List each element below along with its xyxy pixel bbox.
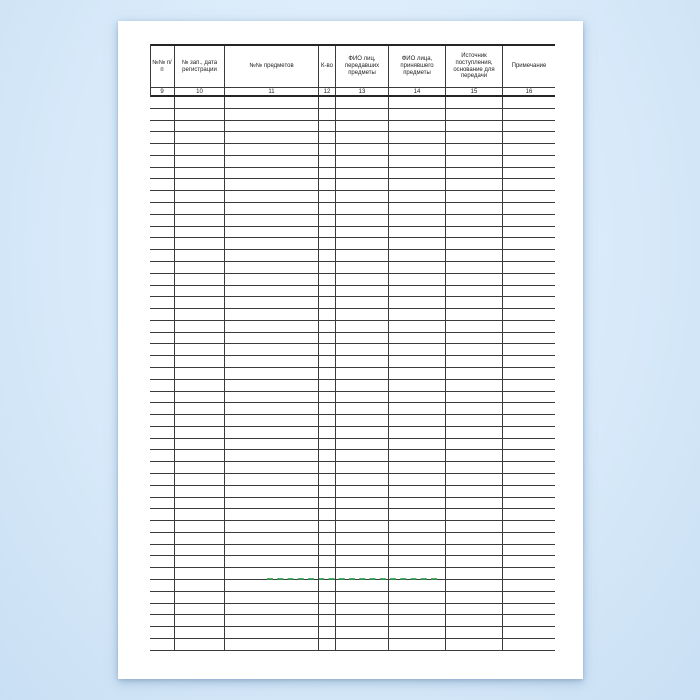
column-divider	[335, 97, 336, 651]
column-header-12: К-во	[318, 46, 335, 87]
column-header-11: №№ предметов	[224, 46, 318, 87]
table-row	[150, 392, 555, 404]
table-row	[150, 274, 555, 286]
column-number-12: 12	[318, 88, 335, 95]
table-row	[150, 486, 555, 498]
table-row	[150, 639, 555, 651]
table-row	[150, 439, 555, 451]
table-row	[150, 356, 555, 368]
table-row	[150, 368, 555, 380]
table-row	[150, 403, 555, 415]
table-row	[150, 203, 555, 215]
header-left-border	[150, 44, 151, 97]
registration-table	[150, 44, 555, 651]
table-row	[150, 156, 555, 168]
table-row	[150, 604, 555, 616]
column-divider	[502, 97, 503, 651]
table-header-row	[150, 44, 555, 88]
table-body	[150, 97, 555, 651]
table-row	[150, 227, 555, 239]
table-row	[150, 262, 555, 274]
column-number-15: 15	[445, 88, 502, 95]
table-row	[150, 450, 555, 462]
table-row	[150, 132, 555, 144]
table-row	[150, 168, 555, 180]
table-row	[150, 179, 555, 191]
table-row	[150, 533, 555, 545]
table-row	[150, 309, 555, 321]
table-row	[150, 380, 555, 392]
column-header-16: Примечание	[502, 46, 555, 87]
table-row	[150, 238, 555, 250]
column-header-10: № зап., дата регистрации	[174, 46, 224, 87]
table-row	[150, 121, 555, 133]
column-number-14: 14	[388, 88, 445, 95]
column-number-11: 11	[224, 88, 318, 95]
column-divider	[388, 97, 389, 651]
column-divider	[174, 97, 175, 651]
table-row	[150, 109, 555, 121]
table-row	[150, 215, 555, 227]
table-row	[150, 144, 555, 156]
column-divider	[445, 97, 446, 651]
column-number-16: 16	[502, 88, 555, 95]
column-number-13: 13	[335, 88, 388, 95]
table-row	[150, 580, 555, 592]
table-row	[150, 191, 555, 203]
column-header-9: №№ п/п	[152, 59, 172, 73]
table-row	[150, 498, 555, 510]
column-number-10: 10	[174, 88, 224, 95]
table-row	[150, 615, 555, 627]
column-header-15: Источник поступления, основание для передачи	[445, 46, 502, 87]
table-row	[150, 545, 555, 557]
table-row	[150, 474, 555, 486]
document-page	[118, 21, 583, 679]
table-row	[150, 627, 555, 639]
watermark	[267, 578, 437, 580]
table-row	[150, 415, 555, 427]
column-number-9: 9	[160, 88, 164, 95]
table-row	[150, 250, 555, 262]
table-row	[150, 97, 555, 109]
column-header-14: ФИО лица, принявшего предметы	[388, 46, 445, 87]
table-row	[150, 297, 555, 309]
table-row	[150, 556, 555, 568]
table-row	[150, 592, 555, 604]
table-row	[150, 521, 555, 533]
table-row	[150, 427, 555, 439]
table-row	[150, 333, 555, 345]
column-divider	[224, 97, 225, 651]
column-header-13: ФИО лиц, передавших предметы	[335, 46, 388, 87]
table-row	[150, 462, 555, 474]
column-number-row	[150, 88, 555, 97]
column-divider	[318, 97, 319, 651]
table-row	[150, 344, 555, 356]
table-row	[150, 321, 555, 333]
table-row	[150, 286, 555, 298]
table-rows	[150, 97, 555, 651]
table-row	[150, 509, 555, 521]
